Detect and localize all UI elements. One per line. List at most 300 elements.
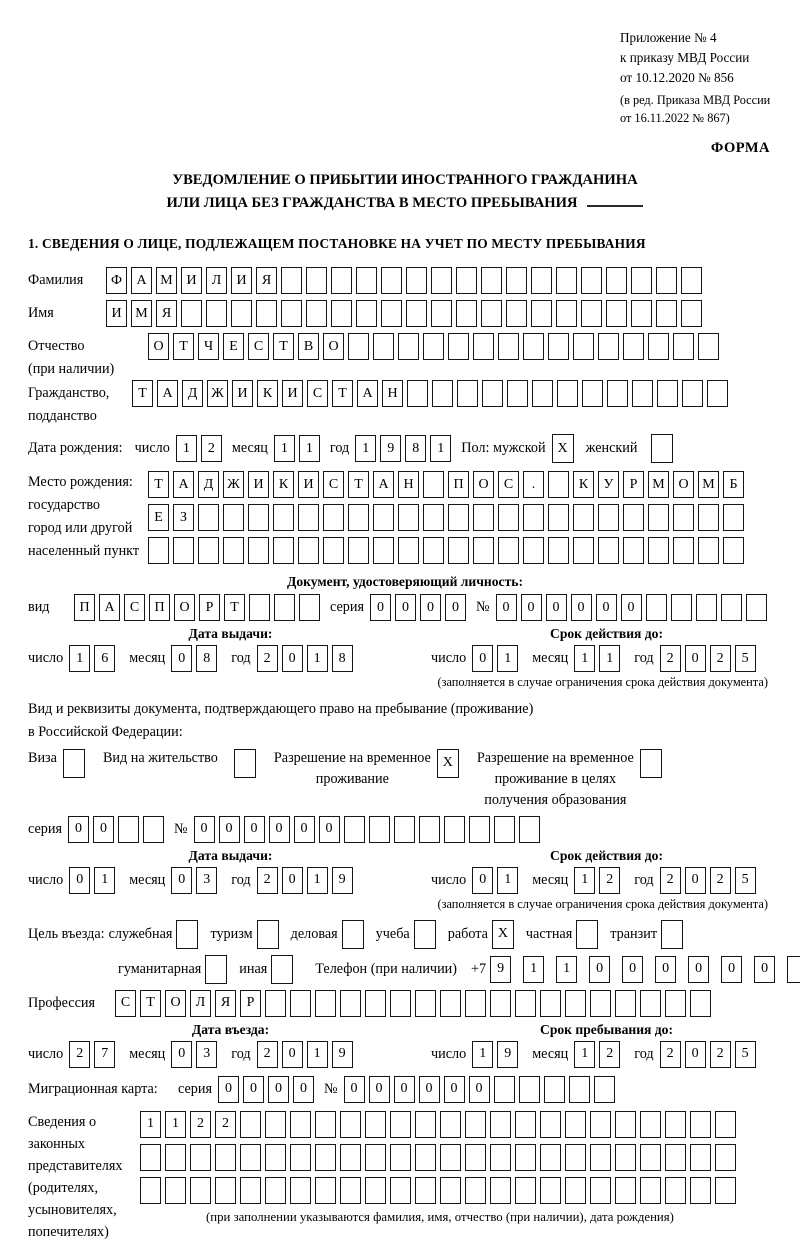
char-cell[interactable] <box>465 1177 486 1204</box>
char-cell[interactable] <box>198 504 219 531</box>
char-cell[interactable] <box>415 1111 436 1138</box>
char-cell[interactable]: Л <box>206 267 227 294</box>
char-cell[interactable]: И <box>181 267 202 294</box>
char-cell[interactable] <box>640 1111 661 1138</box>
char-cell[interactable]: 2 <box>257 1041 278 1068</box>
char-cell[interactable] <box>631 300 652 327</box>
char-cell[interactable] <box>365 1111 386 1138</box>
char-cell[interactable] <box>365 1144 386 1171</box>
char-cell[interactable] <box>249 594 270 621</box>
sex-female-checkbox[interactable] <box>651 434 673 463</box>
char-cell[interactable] <box>440 990 461 1017</box>
char-cell[interactable] <box>256 300 277 327</box>
char-cell[interactable]: 1 <box>574 1041 595 1068</box>
char-cell[interactable] <box>223 537 244 564</box>
char-cell[interactable] <box>473 504 494 531</box>
char-cell[interactable] <box>631 267 652 294</box>
char-cell[interactable]: 1 <box>497 867 518 894</box>
char-cell[interactable]: С <box>323 471 344 498</box>
char-cell[interactable] <box>348 504 369 531</box>
char-cell[interactable] <box>482 380 503 407</box>
char-cell[interactable] <box>265 1144 286 1171</box>
char-cell[interactable] <box>581 267 602 294</box>
char-cell[interactable] <box>615 1177 636 1204</box>
char-cell[interactable]: Т <box>224 594 245 621</box>
char-cell[interactable]: 2 <box>660 1041 681 1068</box>
char-cell[interactable] <box>723 537 744 564</box>
char-cell[interactable] <box>415 1177 436 1204</box>
char-cell[interactable] <box>323 537 344 564</box>
char-cell[interactable]: О <box>473 471 494 498</box>
char-cell[interactable] <box>440 1144 461 1171</box>
char-cell[interactable]: Ж <box>207 380 228 407</box>
char-cell[interactable] <box>398 504 419 531</box>
char-cell[interactable] <box>721 594 742 621</box>
char-cell[interactable] <box>390 1144 411 1171</box>
char-cell[interactable] <box>206 300 227 327</box>
char-cell[interactable] <box>290 990 311 1017</box>
char-cell[interactable]: 2 <box>710 1041 731 1068</box>
char-cell[interactable]: 2 <box>660 867 681 894</box>
char-cell[interactable] <box>465 990 486 1017</box>
sex-male-checkbox[interactable]: X <box>552 434 574 463</box>
char-cell[interactable] <box>565 1144 586 1171</box>
char-cell[interactable]: 2 <box>710 867 731 894</box>
char-cell[interactable]: 0 <box>69 867 90 894</box>
char-cell[interactable] <box>381 300 402 327</box>
char-cell[interactable] <box>490 1111 511 1138</box>
char-cell[interactable]: 0 <box>685 1041 706 1068</box>
char-cell[interactable] <box>265 1177 286 1204</box>
char-cell[interactable]: О <box>174 594 195 621</box>
visa-checkbox[interactable] <box>63 749 85 778</box>
char-cell[interactable] <box>465 1144 486 1171</box>
char-cell[interactable]: Т <box>348 471 369 498</box>
char-cell[interactable]: С <box>307 380 328 407</box>
char-cell[interactable]: Е <box>223 333 244 360</box>
char-cell[interactable] <box>290 1144 311 1171</box>
char-cell[interactable]: 0 <box>444 1076 465 1103</box>
char-cell[interactable]: 0 <box>369 1076 390 1103</box>
char-cell[interactable] <box>498 333 519 360</box>
char-cell[interactable] <box>273 504 294 531</box>
char-cell[interactable]: Т <box>173 333 194 360</box>
char-cell[interactable] <box>456 300 477 327</box>
char-cell[interactable]: 3 <box>196 1041 217 1068</box>
char-cell[interactable]: 1 <box>307 867 328 894</box>
char-cell[interactable]: . <box>523 471 544 498</box>
char-cell[interactable] <box>598 504 619 531</box>
char-cell[interactable]: 2 <box>599 867 620 894</box>
char-cell[interactable] <box>299 594 320 621</box>
char-cell[interactable]: 0 <box>496 594 517 621</box>
char-cell[interactable]: 0 <box>685 867 706 894</box>
char-cell[interactable] <box>356 267 377 294</box>
char-cell[interactable] <box>523 504 544 531</box>
char-cell[interactable]: Б <box>723 471 744 498</box>
char-cell[interactable] <box>665 1177 686 1204</box>
char-cell[interactable]: О <box>148 333 169 360</box>
char-cell[interactable] <box>423 333 444 360</box>
char-cell[interactable]: 1 <box>94 867 115 894</box>
char-cell[interactable] <box>548 333 569 360</box>
char-cell[interactable] <box>365 1177 386 1204</box>
char-cell[interactable] <box>557 380 578 407</box>
char-cell[interactable] <box>423 504 444 531</box>
char-cell[interactable] <box>523 333 544 360</box>
char-cell[interactable] <box>548 471 569 498</box>
char-cell[interactable]: 0 <box>319 816 340 843</box>
char-cell[interactable]: Р <box>199 594 220 621</box>
char-cell[interactable] <box>315 1111 336 1138</box>
char-cell[interactable]: 1 <box>307 645 328 672</box>
char-cell[interactable]: Р <box>623 471 644 498</box>
char-cell[interactable]: 0 <box>93 816 114 843</box>
char-cell[interactable] <box>540 1177 561 1204</box>
char-cell[interactable] <box>394 816 415 843</box>
char-cell[interactable] <box>273 537 294 564</box>
char-cell[interactable] <box>540 990 561 1017</box>
char-cell[interactable] <box>406 267 427 294</box>
char-cell[interactable]: Я <box>215 990 236 1017</box>
char-cell[interactable]: Т <box>132 380 153 407</box>
char-cell[interactable] <box>515 1144 536 1171</box>
char-cell[interactable] <box>540 1111 561 1138</box>
char-cell[interactable] <box>265 1111 286 1138</box>
char-cell[interactable] <box>457 380 478 407</box>
char-cell[interactable]: 9 <box>490 956 511 983</box>
char-cell[interactable] <box>281 267 302 294</box>
char-cell[interactable] <box>640 990 661 1017</box>
char-cell[interactable]: 9 <box>380 435 401 462</box>
char-cell[interactable] <box>696 594 717 621</box>
char-cell[interactable]: 0 <box>194 816 215 843</box>
char-cell[interactable] <box>465 1111 486 1138</box>
char-cell[interactable] <box>456 267 477 294</box>
char-cell[interactable] <box>315 1144 336 1171</box>
char-cell[interactable]: 0 <box>243 1076 264 1103</box>
char-cell[interactable] <box>331 300 352 327</box>
char-cell[interactable]: Р <box>240 990 261 1017</box>
char-cell[interactable] <box>565 990 586 1017</box>
char-cell[interactable] <box>515 1111 536 1138</box>
char-cell[interactable] <box>640 1177 661 1204</box>
char-cell[interactable] <box>315 1177 336 1204</box>
char-cell[interactable] <box>498 537 519 564</box>
char-cell[interactable] <box>140 1144 161 1171</box>
char-cell[interactable]: 2 <box>710 645 731 672</box>
char-cell[interactable]: М <box>156 267 177 294</box>
char-cell[interactable]: 1 <box>599 645 620 672</box>
char-cell[interactable] <box>290 1111 311 1138</box>
char-cell[interactable] <box>415 990 436 1017</box>
char-cell[interactable] <box>515 990 536 1017</box>
char-cell[interactable] <box>682 380 703 407</box>
char-cell[interactable] <box>240 1144 261 1171</box>
char-cell[interactable] <box>715 1177 736 1204</box>
char-cell[interactable] <box>590 1177 611 1204</box>
char-cell[interactable]: 2 <box>257 867 278 894</box>
char-cell[interactable]: 0 <box>219 816 240 843</box>
char-cell[interactable] <box>398 537 419 564</box>
char-cell[interactable] <box>423 471 444 498</box>
char-cell[interactable] <box>407 380 428 407</box>
char-cell[interactable]: М <box>698 471 719 498</box>
char-cell[interactable] <box>494 1076 515 1103</box>
char-cell[interactable] <box>448 504 469 531</box>
char-cell[interactable]: О <box>673 471 694 498</box>
char-cell[interactable] <box>648 537 669 564</box>
purpose-other-checkbox[interactable] <box>271 955 293 984</box>
char-cell[interactable] <box>373 537 394 564</box>
char-cell[interactable]: 2 <box>257 645 278 672</box>
char-cell[interactable] <box>323 504 344 531</box>
char-cell[interactable]: 2 <box>660 645 681 672</box>
char-cell[interactable]: Е <box>148 504 169 531</box>
char-cell[interactable] <box>240 1111 261 1138</box>
char-cell[interactable] <box>481 267 502 294</box>
char-cell[interactable] <box>690 1144 711 1171</box>
char-cell[interactable] <box>440 1111 461 1138</box>
char-cell[interactable] <box>671 594 692 621</box>
char-cell[interactable] <box>148 537 169 564</box>
char-cell[interactable]: 1 <box>430 435 451 462</box>
char-cell[interactable]: 1 <box>299 435 320 462</box>
char-cell[interactable] <box>598 537 619 564</box>
char-cell[interactable] <box>623 504 644 531</box>
char-cell[interactable]: 5 <box>735 645 756 672</box>
char-cell[interactable]: 1 <box>556 956 577 983</box>
char-cell[interactable] <box>390 990 411 1017</box>
char-cell[interactable] <box>506 300 527 327</box>
char-cell[interactable]: 1 <box>140 1111 161 1138</box>
char-cell[interactable]: Д <box>198 471 219 498</box>
char-cell[interactable] <box>432 380 453 407</box>
char-cell[interactable]: 0 <box>394 1076 415 1103</box>
char-cell[interactable] <box>531 300 552 327</box>
char-cell[interactable] <box>548 537 569 564</box>
char-cell[interactable]: 0 <box>244 816 265 843</box>
char-cell[interactable] <box>344 816 365 843</box>
char-cell[interactable]: 0 <box>171 867 192 894</box>
char-cell[interactable]: 0 <box>419 1076 440 1103</box>
char-cell[interactable] <box>369 816 390 843</box>
char-cell[interactable] <box>665 1144 686 1171</box>
char-cell[interactable] <box>673 537 694 564</box>
char-cell[interactable]: Я <box>256 267 277 294</box>
char-cell[interactable] <box>506 267 527 294</box>
char-cell[interactable] <box>490 990 511 1017</box>
char-cell[interactable]: 1 <box>176 435 197 462</box>
char-cell[interactable]: М <box>131 300 152 327</box>
char-cell[interactable] <box>582 380 603 407</box>
char-cell[interactable]: Т <box>140 990 161 1017</box>
char-cell[interactable] <box>746 594 767 621</box>
char-cell[interactable] <box>240 1177 261 1204</box>
char-cell[interactable] <box>632 380 653 407</box>
char-cell[interactable]: И <box>231 267 252 294</box>
char-cell[interactable] <box>223 504 244 531</box>
char-cell[interactable] <box>698 504 719 531</box>
char-cell[interactable] <box>215 1177 236 1204</box>
char-cell[interactable] <box>623 333 644 360</box>
char-cell[interactable]: И <box>282 380 303 407</box>
char-cell[interactable]: А <box>357 380 378 407</box>
char-cell[interactable]: Т <box>273 333 294 360</box>
char-cell[interactable]: И <box>298 471 319 498</box>
purpose-business-checkbox[interactable] <box>342 920 364 949</box>
char-cell[interactable] <box>390 1111 411 1138</box>
char-cell[interactable] <box>315 990 336 1017</box>
char-cell[interactable] <box>248 504 269 531</box>
char-cell[interactable] <box>590 1144 611 1171</box>
char-cell[interactable] <box>406 300 427 327</box>
char-cell[interactable]: 0 <box>420 594 441 621</box>
char-cell[interactable]: 0 <box>655 956 676 983</box>
char-cell[interactable] <box>594 1076 615 1103</box>
char-cell[interactable]: 1 <box>472 1041 493 1068</box>
char-cell[interactable] <box>573 333 594 360</box>
char-cell[interactable]: 0 <box>269 816 290 843</box>
char-cell[interactable] <box>381 267 402 294</box>
char-cell[interactable]: 2 <box>599 1041 620 1068</box>
char-cell[interactable] <box>340 1111 361 1138</box>
char-cell[interactable]: 5 <box>735 1041 756 1068</box>
char-cell[interactable]: 1 <box>523 956 544 983</box>
char-cell[interactable]: 0 <box>344 1076 365 1103</box>
char-cell[interactable]: К <box>273 471 294 498</box>
char-cell[interactable] <box>473 333 494 360</box>
char-cell[interactable] <box>494 816 515 843</box>
char-cell[interactable] <box>607 380 628 407</box>
char-cell[interactable] <box>640 1144 661 1171</box>
char-cell[interactable] <box>606 300 627 327</box>
char-cell[interactable] <box>606 267 627 294</box>
char-cell[interactable] <box>573 537 594 564</box>
char-cell[interactable]: М <box>648 471 669 498</box>
char-cell[interactable]: 0 <box>596 594 617 621</box>
purpose-humanitarian-checkbox[interactable] <box>205 955 227 984</box>
char-cell[interactable] <box>143 816 164 843</box>
char-cell[interactable]: 8 <box>196 645 217 672</box>
char-cell[interactable] <box>656 300 677 327</box>
char-cell[interactable] <box>181 300 202 327</box>
char-cell[interactable]: 0 <box>685 645 706 672</box>
char-cell[interactable]: Ж <box>223 471 244 498</box>
char-cell[interactable] <box>265 990 286 1017</box>
char-cell[interactable]: 0 <box>68 816 89 843</box>
char-cell[interactable] <box>198 537 219 564</box>
char-cell[interactable]: С <box>498 471 519 498</box>
char-cell[interactable]: 0 <box>370 594 391 621</box>
char-cell[interactable]: 1 <box>497 645 518 672</box>
char-cell[interactable] <box>274 594 295 621</box>
char-cell[interactable] <box>215 1144 236 1171</box>
residence-permit-checkbox[interactable] <box>234 749 256 778</box>
char-cell[interactable]: П <box>74 594 95 621</box>
char-cell[interactable] <box>306 267 327 294</box>
char-cell[interactable]: 0 <box>472 645 493 672</box>
char-cell[interactable] <box>656 267 677 294</box>
char-cell[interactable] <box>673 504 694 531</box>
purpose-study-checkbox[interactable] <box>414 920 436 949</box>
char-cell[interactable]: 0 <box>621 594 642 621</box>
char-cell[interactable] <box>356 300 377 327</box>
char-cell[interactable]: О <box>323 333 344 360</box>
char-cell[interactable]: Л <box>190 990 211 1017</box>
char-cell[interactable] <box>715 1144 736 1171</box>
char-cell[interactable] <box>648 504 669 531</box>
purpose-work-checkbox[interactable]: X <box>492 920 514 949</box>
char-cell[interactable]: П <box>149 594 170 621</box>
char-cell[interactable]: 2 <box>69 1041 90 1068</box>
char-cell[interactable] <box>118 816 139 843</box>
char-cell[interactable]: Т <box>148 471 169 498</box>
char-cell[interactable] <box>373 504 394 531</box>
char-cell[interactable]: Д <box>182 380 203 407</box>
char-cell[interactable]: 0 <box>171 1041 192 1068</box>
char-cell[interactable] <box>556 267 577 294</box>
char-cell[interactable]: 0 <box>282 1041 303 1068</box>
char-cell[interactable] <box>665 990 686 1017</box>
char-cell[interactable] <box>431 300 452 327</box>
char-cell[interactable] <box>431 267 452 294</box>
char-cell[interactable] <box>665 1111 686 1138</box>
char-cell[interactable] <box>190 1144 211 1171</box>
char-cell[interactable]: П <box>448 471 469 498</box>
char-cell[interactable] <box>298 504 319 531</box>
char-cell[interactable]: 0 <box>754 956 775 983</box>
char-cell[interactable]: Я <box>156 300 177 327</box>
char-cell[interactable]: 1 <box>574 867 595 894</box>
char-cell[interactable] <box>615 1111 636 1138</box>
char-cell[interactable] <box>690 1111 711 1138</box>
char-cell[interactable]: К <box>257 380 278 407</box>
char-cell[interactable] <box>690 990 711 1017</box>
char-cell[interactable] <box>556 300 577 327</box>
char-cell[interactable]: 0 <box>218 1076 239 1103</box>
char-cell[interactable] <box>723 504 744 531</box>
char-cell[interactable]: 0 <box>395 594 416 621</box>
char-cell[interactable] <box>507 380 528 407</box>
char-cell[interactable] <box>698 537 719 564</box>
char-cell[interactable] <box>348 333 369 360</box>
char-cell[interactable]: 9 <box>332 867 353 894</box>
char-cell[interactable] <box>165 1144 186 1171</box>
char-cell[interactable]: С <box>248 333 269 360</box>
temp-residence-edu-checkbox[interactable] <box>640 749 662 778</box>
char-cell[interactable]: 1 <box>165 1111 186 1138</box>
char-cell[interactable] <box>190 1177 211 1204</box>
char-cell[interactable]: 0 <box>282 867 303 894</box>
char-cell[interactable] <box>469 816 490 843</box>
purpose-tourism-checkbox[interactable] <box>257 920 279 949</box>
char-cell[interactable]: З <box>173 504 194 531</box>
char-cell[interactable]: 8 <box>405 435 426 462</box>
char-cell[interactable]: Н <box>382 380 403 407</box>
char-cell[interactable] <box>398 333 419 360</box>
char-cell[interactable] <box>340 1144 361 1171</box>
char-cell[interactable]: Н <box>398 471 419 498</box>
char-cell[interactable]: 0 <box>721 956 742 983</box>
char-cell[interactable] <box>690 1177 711 1204</box>
char-cell[interactable]: А <box>157 380 178 407</box>
char-cell[interactable] <box>707 380 728 407</box>
char-cell[interactable]: 1 <box>274 435 295 462</box>
char-cell[interactable] <box>173 537 194 564</box>
char-cell[interactable]: 0 <box>171 645 192 672</box>
char-cell[interactable] <box>498 504 519 531</box>
